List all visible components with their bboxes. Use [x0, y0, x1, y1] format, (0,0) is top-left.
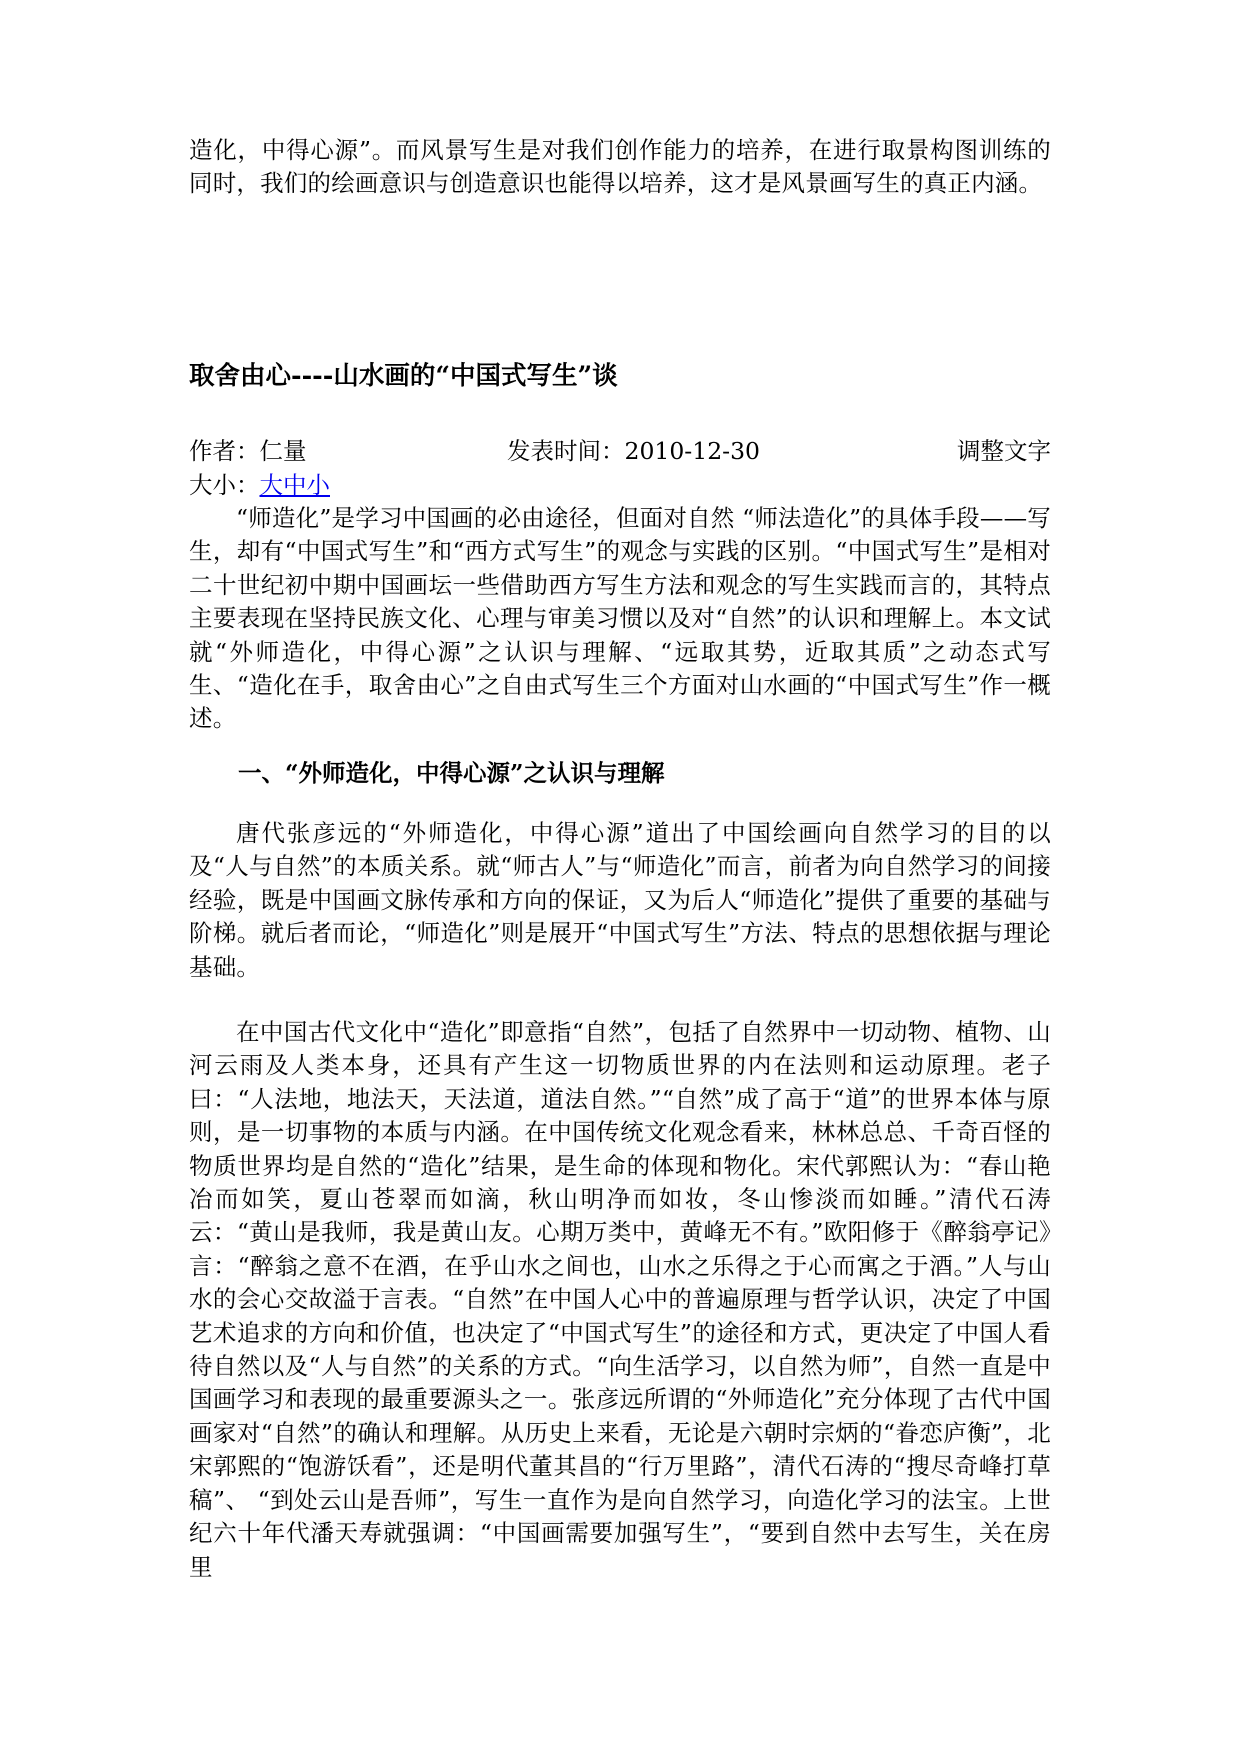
- paragraph-1: 唐代张彦远的“外师造化，中得心源”道出了中国绘画向自然学习的目的以及“人与自然”的本质关系。就“师古人”与“师造化”而言，前者为向自然学习的间接经验，既是中国画文脉传承和方向的保证，又为后人“师造化”提供了重要的基础与阶梯。就后者而论，“师造化”则是展开“中国式写生”方法、特点的思想依据与理论基础。: [189, 819, 1051, 981]
- text-size-links[interactable]: 大中小: [259, 471, 330, 499]
- article-title: 取舍由心----山水画的“中国式写生”谈: [189, 361, 618, 391]
- paragraph-2: 在中国古代文化中“造化”即意指“自然”，包括了自然界中一切动物、植物、山河云雨及人类本身，还具有产生这一切物质世界的内在法则和运动原理。老子曰：“人法地，地法天，天法道，道法自然。”“自然”成了高于“道”的世界本体与原则，是一切事物的本质与内涵。在中国传统文化观念看来，林林总总、千奇百怪的物质世界均是自然的“造化”结果，是生命的体现和物化。宋代郭熙认为：“春山艳冶而如笑，夏山苍翠而如滴，秋山明净而如妆，冬山惨淡而如睡。”清代石涛云：“黄山是我师，我是黄山友。心期万类中，黄峰无不有。”欧阳修于《醉翁亭记》言：“醉翁之意不在酒，在乎山水之间也，山水之乐得之于心而寓之于酒。”人与山水的会心交故溢于言表。“自然”在中国人心中的普遍原理与哲学认识，决定了中国艺术追求的方向和价值，也决定了“中国式写生”的途径和方式，更决定了中国人看待自然以及“人与自然”的关系的方式。“向生活学习，以自然为师”，自然一直是中国画学习和表现的最重要源头之一。张彦远所谓的“外师造化”充分体现了古代中国画家对“自然”的确认和理解。从历史上来看，无论是六朝时宗炳的“眷恋庐衡”，北宋郭熙的“饱游饫看”，还是明代董其昌的“行万里路”，清代石涛的“搜尽奇峰打草稿”、 “到处云山是吾师”，写生一直作为是向自然学习，向造化学习的法宝。上世纪六十年代潘天寿就强调：“中国画需要加强写生”，“要到自然中去写生，关在房里: [189, 1018, 1051, 1581]
- text-size-row: [189, 469, 330, 502]
- adjust-text-size-label: 调整文字: [957, 437, 1051, 465]
- section-heading: 一、“外师造化，中得心源”之认识与理解: [238, 759, 665, 787]
- author-label: 作者：仁量: [189, 437, 307, 465]
- continued-paragraph: 造化，中得心源”。而风景写生是对我们创作能力的培养，在进行取景构图训练的同时，我们的绘画意识与创造意识也能得以培养，这才是风景画写生的真正内涵。: [189, 136, 1051, 198]
- intro-paragraph: “师造化”是学习中国画的必由途径，但面对自然 “师法造化”的具体手段——写生，却有“中国式写生”和“西方式写生”的观念与实践的区别。“中国式写生”是相对二十世纪初中期中国画坛一些借助西方写生方法和观念的写生实践而言的，其特点主要表现在坚持民族文化、心理与审美习惯以及对“自然”的认识和理解上。本文试就“外师造化，中得心源”之认识与理解、“远取其势，近取其质”之动态式写生、“造化在手，取舍由心”之自由式写生三个方面对山水画的“中国式写生”作一概述。: [189, 504, 1051, 733]
- size-label: 大小：: [189, 471, 260, 499]
- publish-date: 发表时间：2010-12-30: [507, 437, 760, 465]
- article-meta: [189, 435, 1051, 468]
